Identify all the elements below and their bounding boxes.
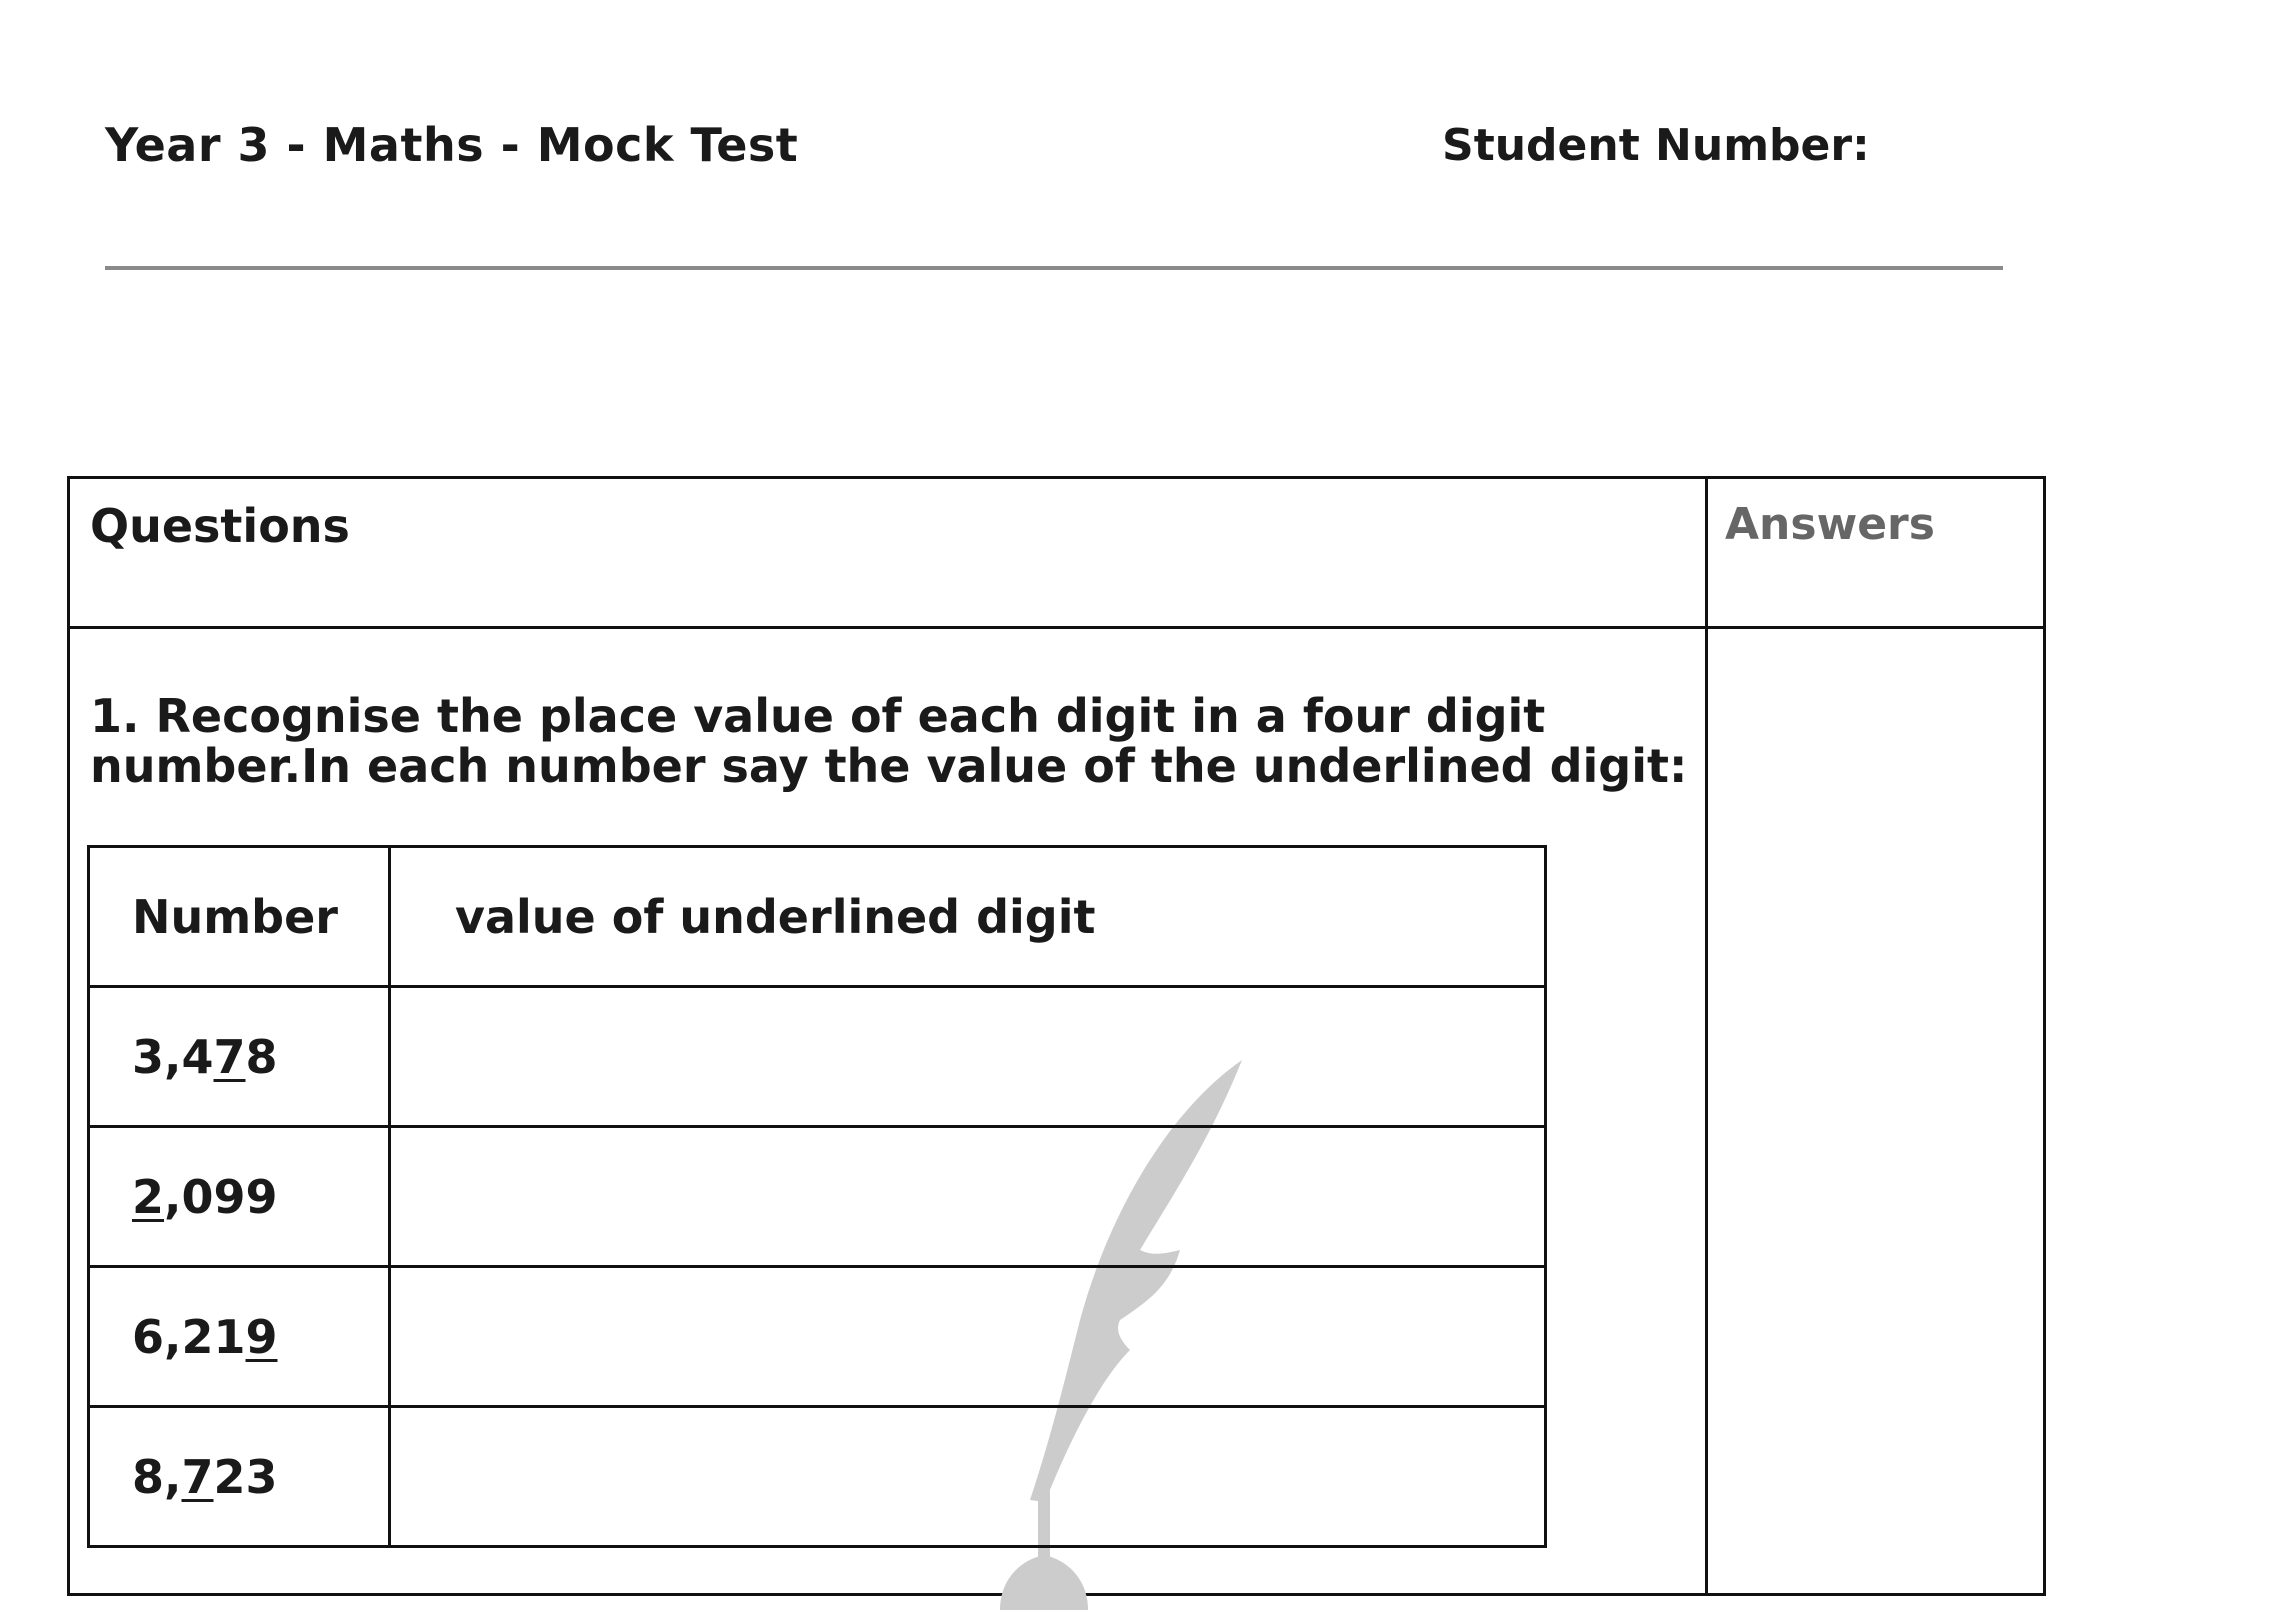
digits-after: ,099 — [164, 1169, 278, 1224]
number-column-header: Number — [89, 847, 390, 987]
table-row — [89, 1267, 1546, 1407]
digits-before: 6,21 — [132, 1309, 246, 1364]
document-title: Year 3 - Maths - Mock Test — [105, 118, 799, 172]
table-row — [89, 987, 1546, 1127]
number-cell — [89, 1267, 390, 1407]
number-cell — [89, 1407, 390, 1547]
table-header-row — [89, 847, 1546, 987]
answer-cell[interactable] — [390, 987, 1546, 1127]
question-1-text: 1. Recognise the place value of each digit in a four digit number.In each number say the value of the underlined digit: — [90, 689, 1688, 793]
header-divider — [105, 266, 2003, 270]
number-cell — [89, 987, 390, 1127]
answer-cell[interactable] — [390, 1267, 1546, 1407]
table-row — [89, 1127, 1546, 1267]
student-number-label: Student Number: — [1442, 120, 1870, 171]
underlined-digit: 9 — [245, 1309, 278, 1364]
digits-after: 23 — [213, 1449, 278, 1504]
digits-before: 3,4 — [132, 1029, 214, 1084]
questions-column-header: Questions — [90, 499, 350, 553]
place-value-table — [87, 845, 1547, 1548]
underlined-digit: 2 — [132, 1169, 165, 1224]
answer-cell[interactable] — [390, 1407, 1546, 1547]
underlined-digit: 7 — [213, 1029, 246, 1084]
table-row — [89, 1407, 1546, 1547]
header-row-divider — [70, 626, 2043, 629]
underlined-digit: 7 — [181, 1449, 214, 1504]
number-cell — [89, 1127, 390, 1267]
answers-column-header: Answers — [1725, 499, 1935, 550]
column-divider — [1705, 479, 1708, 1593]
digits-after: 8 — [245, 1029, 278, 1084]
digits-before: 8, — [132, 1449, 182, 1504]
value-column-header: value of underlined digit — [390, 847, 1546, 987]
answer-cell[interactable] — [390, 1127, 1546, 1267]
